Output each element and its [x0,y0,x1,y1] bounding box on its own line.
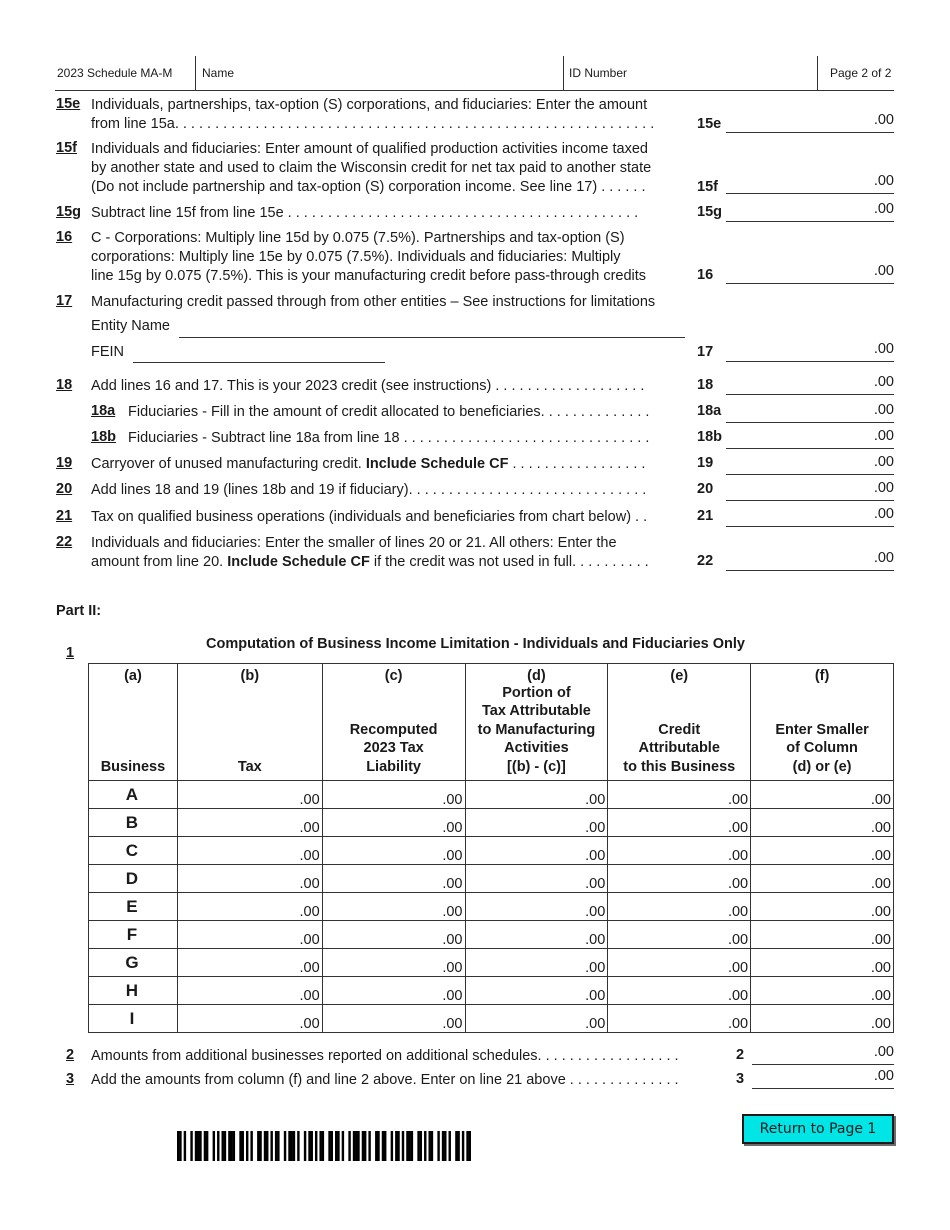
table-row [89,977,894,1005]
amount-field[interactable]: .00 [726,550,894,571]
form-header [55,56,894,91]
column-header-portion-of-tax: (d) Portion of Tax Attributable to Manufacturing Activities [(b) - (c)] [465,664,608,781]
line-text: Manufacturing credit passed through from other entities – See instructions for limitations [91,294,656,310]
page-indicator: Page 2 of 2 [830,66,892,80]
column-header-recomputed-tax: (c) Recomputed 2023 Tax Liability [322,664,465,781]
entity-name-label: Entity Name [91,318,170,334]
line-number: 15g [56,204,81,220]
business-letter: F [89,921,178,949]
portion-cell[interactable]: .00 [465,781,608,809]
smaller-cell[interactable]: .00 [751,949,894,977]
credit-cell[interactable]: .00 [608,893,751,921]
table-row [89,837,894,865]
form-title: 2023 Schedule MA-M [57,66,173,80]
recomputed-cell[interactable]: .00 [322,893,465,921]
portion-cell[interactable]: .00 [465,1005,608,1033]
credit-cell[interactable]: .00 [608,977,751,1005]
smaller-cell[interactable]: .00 [751,781,894,809]
recomputed-cell[interactable]: .00 [322,781,465,809]
column-header-tax: (b) Tax [177,664,322,781]
tax-cell[interactable]: .00 [177,781,322,809]
header-divider [563,56,564,90]
line-text: Add the amounts from column (f) and line 2 above. Enter on line 21 above . . . . . . . . . . . . . . [91,1072,679,1088]
table-title: Computation of Business Income Limitation - Individuals and Fiduciaries Only [206,636,745,652]
line-text: Add lines 18 and 19 (lines 18b and 19 if fiduciary). . . . . . . . . . . . . . . . . . . . . . . . . . . . . . [91,482,647,498]
table-row [89,1005,894,1033]
box-number: 19 [697,455,714,471]
column-header-business: (a) Business [89,664,178,781]
box-number: 3 [736,1071,745,1087]
amount-field[interactable]: .00 [726,428,894,449]
line-text: Tax on qualified business operations (individuals and beneficiaries from chart below) . . [91,509,648,525]
box-number: 21 [697,508,714,524]
line-number: 19 [56,455,73,471]
smaller-cell[interactable]: .00 [751,893,894,921]
amount-field[interactable]: .00 [726,374,894,395]
table-row [89,893,894,921]
tax-cell[interactable]: .00 [177,1005,322,1033]
smaller-cell[interactable]: .00 [751,865,894,893]
business-letter: H [89,977,178,1005]
portion-cell[interactable]: .00 [465,977,608,1005]
amount-field[interactable]: .00 [726,263,894,284]
business-letter: B [89,809,178,837]
line-text: Individuals and fiduciaries: Enter the smaller of lines 20 or 21. All others: Enter the amount from line 20. Include Schedule CF if the credit was not used in full. . . . . . . . . . [91,535,649,570]
recomputed-cell[interactable]: .00 [322,837,465,865]
credit-cell[interactable]: .00 [608,865,751,893]
smaller-cell[interactable]: .00 [751,977,894,1005]
box-number: 15f [697,179,718,195]
line-number: 22 [56,534,73,550]
amount-field[interactable]: .00 [726,173,894,194]
column-header-credit-attributable: (e) Credit Attributable to this Business [608,664,751,781]
return-to-page-1-button[interactable]: Return to Page 1 [742,1114,894,1144]
recomputed-cell[interactable]: .00 [322,921,465,949]
box-number: 15g [697,204,722,220]
smaller-cell[interactable]: .00 [751,837,894,865]
portion-cell[interactable]: .00 [465,809,608,837]
smaller-cell[interactable]: .00 [751,921,894,949]
box-number: 16 [697,267,714,283]
line-number: 20 [56,481,73,497]
portion-cell[interactable]: .00 [465,865,608,893]
table-row [89,921,894,949]
business-letter: E [89,893,178,921]
line-number: 15e [56,96,81,112]
smaller-cell[interactable]: .00 [751,809,894,837]
business-income-table [88,663,894,1033]
business-letter: C [89,837,178,865]
box-number: 2 [736,1047,745,1063]
fein-label: FEIN [91,344,125,360]
header-divider [195,56,196,90]
credit-cell[interactable]: .00 [608,837,751,865]
name-label: Name [202,66,235,80]
box-number: 18b [697,429,722,445]
amount-field[interactable]: .00 [726,402,894,423]
line-text: Fiduciaries - Subtract line 18a from line 18 . . . . . . . . . . . . . . . . . . . . . . . . . . . . . . . [128,430,650,446]
amount-field[interactable]: .00 [726,480,894,501]
part-2-line-1-number: 1 [66,645,75,661]
amount-field[interactable]: .00 [726,112,894,133]
line-text: Fiduciaries - Fill in the amount of credit allocated to beneficiaries. . . . . . . . . . . . . . [128,404,650,420]
recomputed-cell[interactable]: .00 [322,809,465,837]
recomputed-cell[interactable]: .00 [322,977,465,1005]
line-text: Amounts from additional businesses reported on additional schedules. . . . . . . . . . . . . . . . . . [91,1048,679,1064]
amount-field[interactable]: .00 [726,454,894,475]
box-number: 15e [697,116,722,132]
line-number: 21 [56,508,73,524]
table-row [89,781,894,809]
barcode-image [177,1131,473,1161]
amount-field[interactable]: .00 [726,201,894,222]
line-text: Individuals and fiduciaries: Enter amount of qualified production activities income taxed by another state and used to claim the Wisconsin credit for net tax paid to another state (Do not include partnership and tax-option (S) corporation income. See line 17) . . . . . . [91,141,652,195]
portion-cell[interactable]: .00 [465,921,608,949]
tax-cell[interactable]: .00 [177,949,322,977]
table-header-row [89,664,894,781]
business-letter: A [89,781,178,809]
tax-cell[interactable]: .00 [177,893,322,921]
smaller-cell[interactable]: .00 [751,1005,894,1033]
line-text: C - Corporations: Multiply line 15d by 0.075 (7.5%). Partnerships and tax-option (S) corporations: Multiply line 15e by 0.075 (7.5%). Individuals and fiduciaries: Multiply line 15g by 0.075 (7.5%). This is your manufacturing credit before pass-through credits [91,230,647,284]
box-number: 17 [697,344,714,360]
column-header-enter-smaller: (f) Enter Smaller of Column (d) or (e) [751,664,894,781]
entity-name-input[interactable] [179,336,685,338]
portion-cell[interactable]: .00 [465,837,608,865]
amount-field[interactable]: .00 [726,506,894,527]
portion-cell[interactable]: .00 [465,949,608,977]
recomputed-cell[interactable]: .00 [322,865,465,893]
table-row [89,865,894,893]
tax-cell[interactable]: .00 [177,809,322,837]
id-number-label: ID Number [569,66,628,80]
business-letter: G [89,949,178,977]
line-number: 3 [66,1071,75,1087]
line-number: 2 [66,1047,75,1063]
table-row [89,809,894,837]
header-divider [817,56,818,90]
tax-cell[interactable]: .00 [177,865,322,893]
fein-input[interactable] [133,361,385,363]
table-row [89,949,894,977]
line-text: Subtract line 15f from line 15e . . . . . . . . . . . . . . . . . . . . . . . . . . . . . . . . . . . . . . . . . . . . [91,205,639,221]
line-number: 18b [91,429,116,445]
business-letter: D [89,865,178,893]
recomputed-cell[interactable]: .00 [322,949,465,977]
box-number: 22 [697,553,714,569]
recomputed-cell[interactable]: .00 [322,1005,465,1033]
line-text: Carryover of unused manufacturing credit. Include Schedule CF . . . . . . . . . . . . . . . . . [91,456,646,472]
line-number: 15f [56,140,77,156]
box-number: 20 [697,481,714,497]
credit-cell[interactable]: .00 [608,781,751,809]
line-number: 18a [91,403,116,419]
line-number: 17 [56,293,73,309]
amount-field[interactable]: .00 [726,341,894,362]
line-number: 16 [56,229,73,245]
line-text: Add lines 16 and 17. This is your 2023 credit (see instructions) . . . . . . . . . . . . . . . . . . . [91,378,645,394]
amount-field[interactable]: .00 [752,1068,894,1089]
tax-cell[interactable]: .00 [177,921,322,949]
line-number: 18 [56,377,73,393]
credit-cell[interactable]: .00 [608,921,751,949]
credit-cell[interactable]: .00 [608,1005,751,1033]
tax-cell[interactable]: .00 [177,977,322,1005]
line-text: Individuals, partnerships, tax-option (S) corporations, and fiduciaries: Enter the amount from line 15a. . . . . . . . . . . . . . . . . . . . . . . . . . . . . . . . . . . . . . . . . . . . . . . . . . . . . . . . . . . . [91,97,655,132]
credit-cell[interactable]: .00 [608,809,751,837]
business-letter: I [89,1005,178,1033]
amount-field[interactable]: .00 [752,1044,894,1065]
tax-cell[interactable]: .00 [177,837,322,865]
portion-cell[interactable]: .00 [465,893,608,921]
part-2-heading: Part II: [56,603,102,619]
box-number: 18a [697,403,722,419]
box-number: 18 [697,377,714,393]
credit-cell[interactable]: .00 [608,949,751,977]
